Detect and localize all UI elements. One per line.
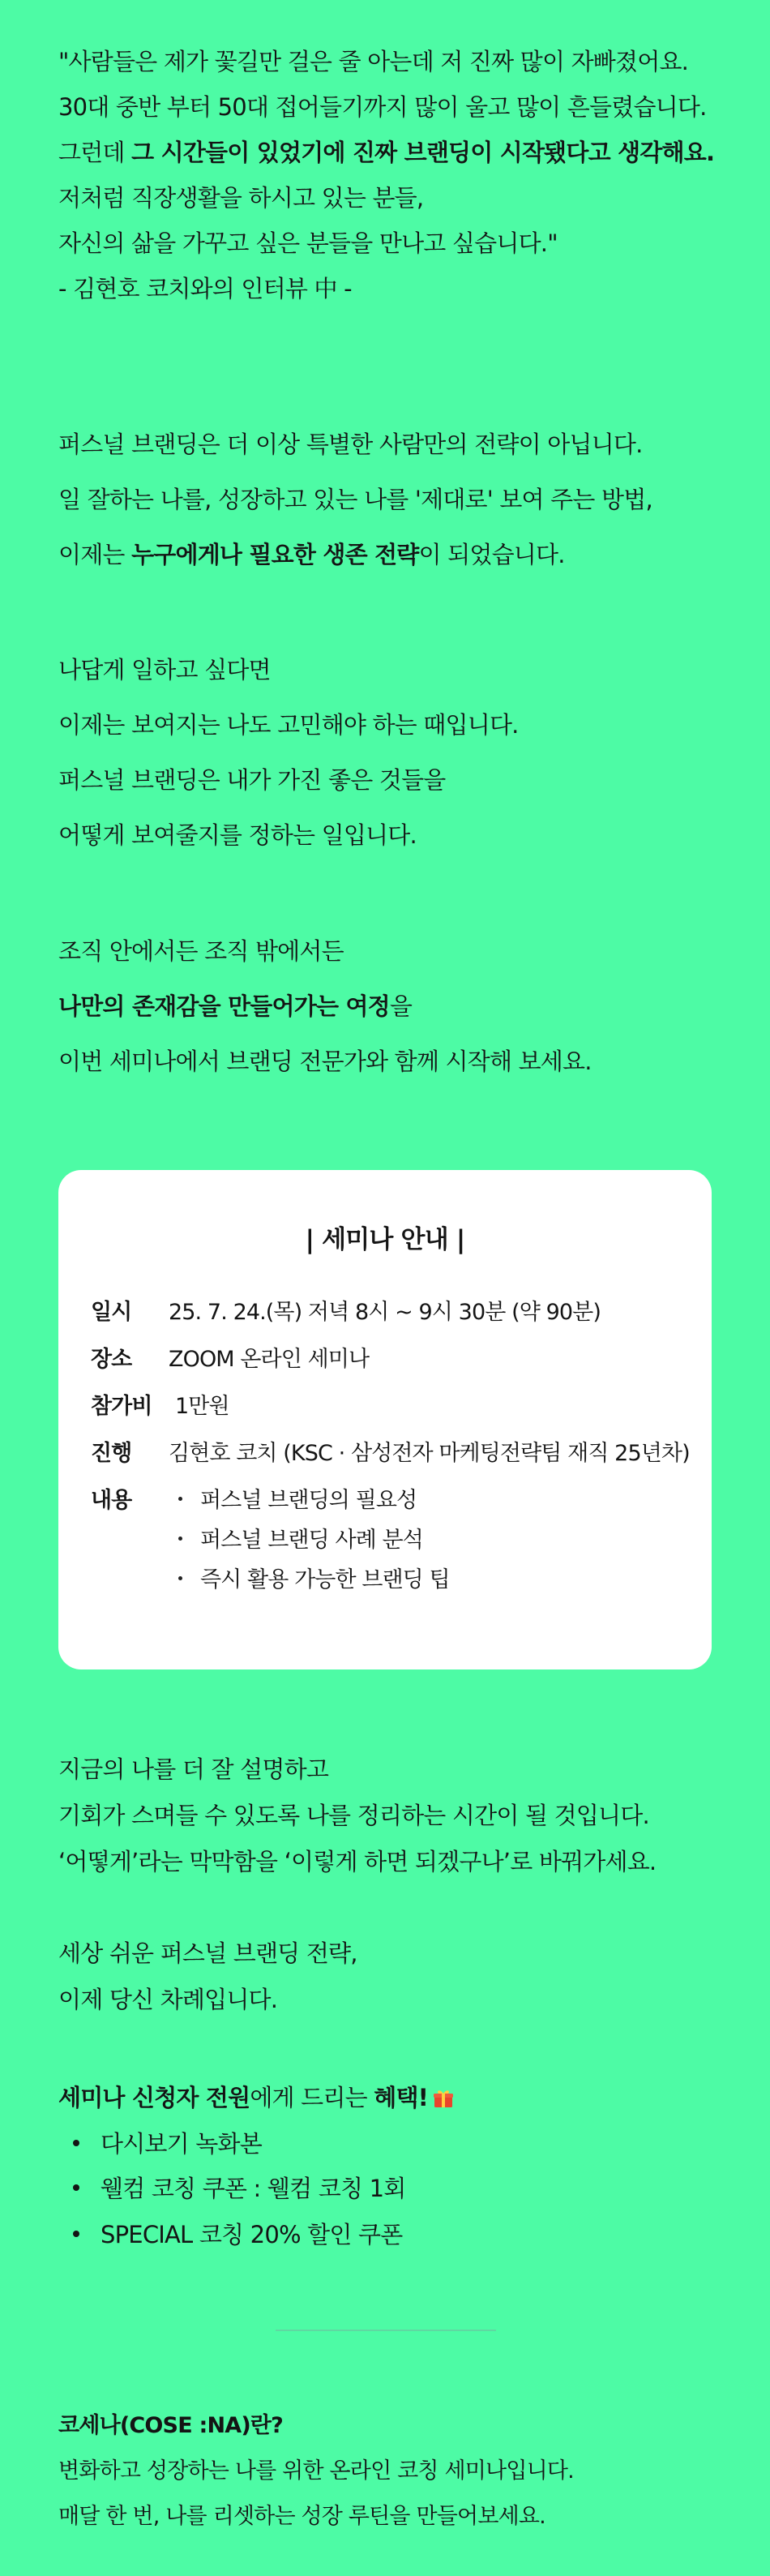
info-value-place: ZOOM 온라인 세미나 bbox=[169, 1347, 370, 1372]
info-value-date: 25. 7. 24.(목) 저녁 8시 ~ 9시 30분 (약 90분) bbox=[169, 1300, 601, 1325]
para2-line-3: 퍼스널 브랜딩은 내가 가진 좋은 것들을 bbox=[58, 766, 446, 794]
info-row-date bbox=[91, 1297, 601, 1329]
para5-line-2: 이제 당신 차례입니다. bbox=[58, 1986, 278, 2013]
para2-line-1: 나답게 일하고 싶다면 bbox=[58, 656, 271, 684]
benefit-item bbox=[73, 2217, 402, 2252]
info-row-host bbox=[91, 1438, 690, 1470]
section-divider bbox=[276, 2330, 496, 2331]
intro-line-3-post: 이 되었습니다. bbox=[418, 541, 565, 568]
intro-line-3-pre: 이제는 bbox=[58, 541, 132, 568]
para2-line-4: 어떻게 보여줄지를 정하는 일입니다. bbox=[58, 821, 417, 849]
content-item bbox=[178, 1564, 450, 1597]
quote-line-4: 저처럼 직장생활을 하시고 있는 분들, bbox=[58, 184, 424, 212]
seminar-info-card bbox=[58, 1170, 712, 1669]
info-value-host: 김현호 코치 (KSC · 삼성전자 마케팅전략팀 재직 25년차) bbox=[169, 1441, 690, 1466]
para3-line-1: 조직 안에서든 조직 밖에서든 bbox=[58, 937, 344, 965]
para3-line-3: 이번 세미나에서 브랜딩 전문가와 함께 시작해 보세요. bbox=[58, 1048, 592, 1075]
content-item-text: 퍼스널 브랜딩의 필요성 bbox=[200, 1488, 417, 1513]
para2-line-2: 이제는 보여지는 나도 고민해야 하는 때입니다. bbox=[58, 711, 519, 739]
gift-icon bbox=[433, 2078, 454, 2099]
bullet-dot bbox=[73, 2184, 79, 2191]
info-label-content: 내용 bbox=[91, 1488, 132, 1513]
para3-line-2 bbox=[58, 979, 723, 1034]
bullet-dot bbox=[73, 2231, 79, 2237]
intro-paragraph bbox=[58, 417, 723, 582]
content-item-text: 퍼스널 브랜딩 사례 분석 bbox=[200, 1528, 423, 1553]
info-row-fee bbox=[91, 1391, 229, 1423]
info-label-host: 진행 bbox=[91, 1441, 132, 1466]
para5-line-1: 세상 쉬운 퍼스널 브랜딩 전략, bbox=[58, 1940, 357, 1967]
intro-line-1: 퍼스널 브랜딩은 더 이상 특별한 사람만의 전략이 아닙니다. bbox=[58, 431, 643, 458]
seminar-card-title: | 세미나 안내 | bbox=[305, 1225, 465, 1254]
quote-line-5: 자신의 삶을 가꾸고 싶은 분들을 만나고 싶습니다." bbox=[58, 229, 558, 257]
info-row-place bbox=[91, 1344, 369, 1376]
paragraph-3 bbox=[58, 924, 723, 1089]
intro-highlight: 누구에게나 필요한 생존 전략 bbox=[131, 541, 419, 568]
bullet-dot bbox=[178, 1576, 182, 1580]
info-value-fee: 1만원 bbox=[175, 1394, 229, 1419]
cosena-intro bbox=[58, 2403, 723, 2540]
quote-line-2: 30대 중반 부터 50대 접어들기까지 많이 울고 많이 흔들렸습니다. bbox=[58, 93, 707, 121]
intro-line-3 bbox=[58, 527, 723, 582]
benefit-item-text: SPECIAL 코칭 20% 할인 쿠폰 bbox=[101, 2221, 403, 2248]
quote-highlight: 그 시간들이 있었기에 진짜 브랜딩이 시작됐다고 생각해요. bbox=[131, 139, 715, 166]
paragraph-2 bbox=[58, 642, 723, 863]
benefits-heading-bold-1: 세미나 신청자 전원 bbox=[58, 2084, 250, 2111]
interview-quote bbox=[58, 39, 723, 311]
quote-line-3 bbox=[58, 130, 723, 175]
paragraph-4 bbox=[58, 1747, 723, 1885]
info-row-content bbox=[91, 1485, 169, 1517]
info-label-place: 장소 bbox=[91, 1347, 132, 1372]
benefit-item-text: 웰컴 코칭 쿠폰 : 웰컴 코칭 1회 bbox=[101, 2175, 406, 2202]
benefit-item bbox=[73, 2171, 406, 2206]
cosena-line-2: 매달 한 번, 나를 리셋하는 성장 루틴을 만들어보세요. bbox=[58, 2504, 545, 2529]
intro-line-2: 일 잘하는 나를, 성장하고 있는 나를 '제대로' 보여 주는 방법, bbox=[58, 486, 652, 513]
para3-highlight: 나만의 존재감을 만들어가는 여정 bbox=[58, 992, 390, 1020]
info-label-date: 일시 bbox=[91, 1300, 132, 1325]
para4-line-1: 지금의 나를 더 잘 설명하고 bbox=[58, 1755, 329, 1783]
benefits-heading bbox=[58, 2075, 723, 2121]
benefits-heading-line bbox=[58, 2075, 723, 2121]
quote-line-1: "사람들은 제가 꽃길만 걸은 줄 아는데 저 진짜 많이 자빠졌어요. bbox=[58, 48, 689, 75]
para4-line-2: 기회가 스며들 수 있도록 나를 정리하는 시간이 될 것입니다. bbox=[58, 1802, 649, 1829]
benefits-heading-bold-2: 혜택! bbox=[374, 2084, 429, 2111]
bullet-dot bbox=[73, 2140, 79, 2146]
benefit-item bbox=[73, 2126, 262, 2162]
benefit-item-text: 다시보기 녹화본 bbox=[101, 2130, 262, 2158]
content-item bbox=[178, 1485, 417, 1517]
paragraph-5 bbox=[58, 1931, 723, 2023]
content-item-text: 즉시 활용 가능한 브랜딩 팁 bbox=[200, 1567, 450, 1592]
quote-line-3-text: 그런데 bbox=[58, 139, 132, 166]
para3-line-2-post: 을 bbox=[389, 992, 413, 1020]
cosena-title: 코세나(COSE :NA)란? bbox=[58, 2413, 284, 2438]
bullet-dot bbox=[178, 1537, 182, 1541]
content-item bbox=[178, 1524, 423, 1557]
para4-line-3: ‘어떻게’라는 막막함을 ‘이렇게 하면 되겠구나’로 바꿔가세요. bbox=[58, 1848, 657, 1875]
cosena-line-1: 변화하고 성장하는 나를 위한 온라인 코칭 세미나입니다. bbox=[58, 2458, 574, 2484]
quote-source: - 김현호 코치와의 인터뷰 中 - bbox=[58, 275, 352, 302]
info-label-fee: 참가비 bbox=[91, 1394, 152, 1419]
bullet-dot bbox=[178, 1497, 182, 1501]
benefits-heading-mid: 에게 드리는 bbox=[250, 2084, 374, 2111]
